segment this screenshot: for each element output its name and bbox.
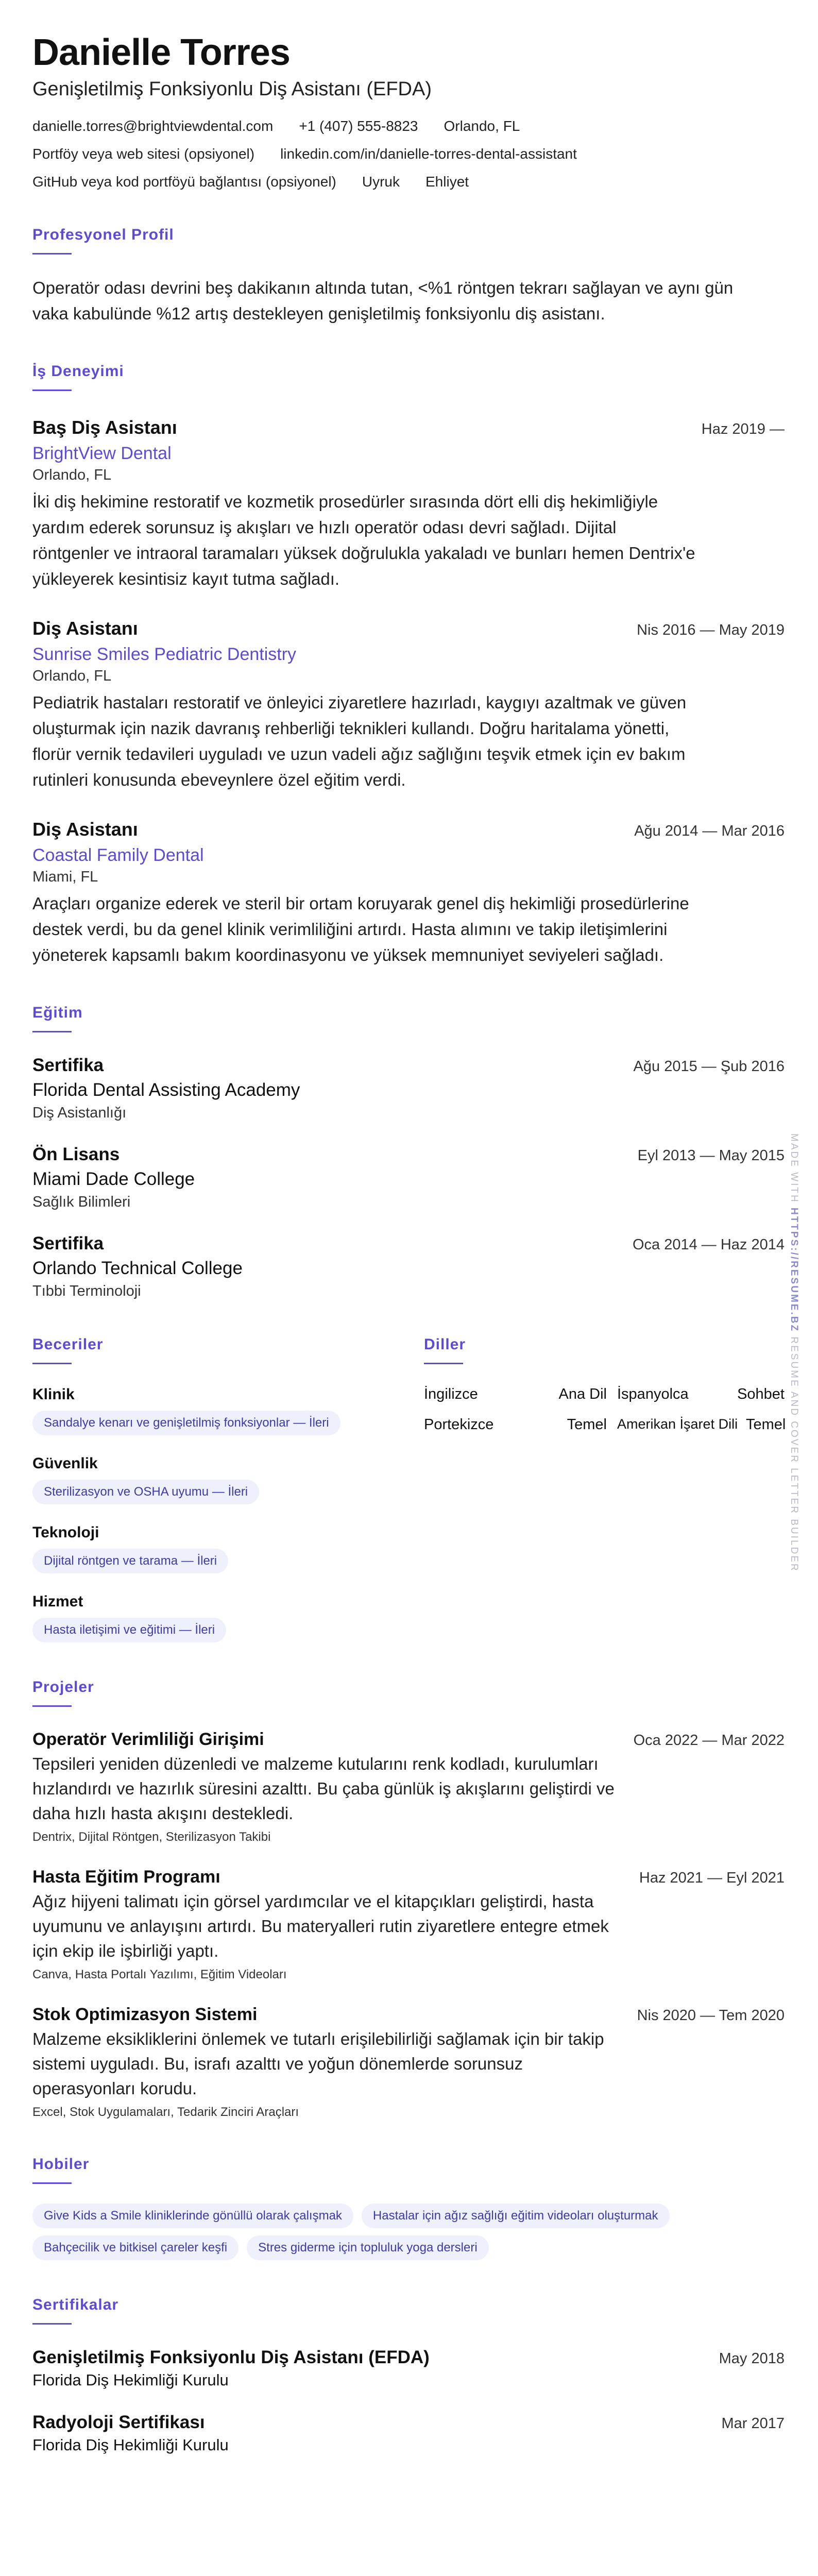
- hobby-chip: Give Kids a Smile kliniklerinde gönüllü olarak çalışmak: [32, 2204, 353, 2228]
- language-level: Sohbet: [737, 1386, 785, 1402]
- skill-group: [32, 1455, 424, 1504]
- certification-name: Radyoloji Sertifikası: [32, 2412, 205, 2432]
- section-divider: [32, 1363, 72, 1364]
- job-entry: [32, 618, 785, 793]
- summary-text: Operatör odası devrini beş dakikanın altında tutan, <%1 röntgen tekrarı sağlayan ve aynı gün vaka kabulünde %12 artış destekleyen genişletilmiş fonksiyonlu diş asistanı.: [32, 278, 734, 323]
- section-divider: [424, 1363, 463, 1364]
- contact-row-3: [32, 174, 785, 190]
- skill-group-name: Güvenlik: [32, 1455, 98, 1472]
- certification-name: Genişletilmiş Fonksiyonlu Diş Asistanı (EFDA): [32, 2347, 430, 2367]
- job-company: BrightView Dental: [32, 444, 172, 463]
- project-tech: Excel, Stok Uygulamaları, Tedarik Zinciri Araçları: [32, 2105, 299, 2119]
- language-row: [424, 1416, 785, 1433]
- watermark-link[interactable]: HTTPS://RESUME.BZ: [789, 1208, 799, 1333]
- education-dates: Ağu 2015 — Şub 2016: [633, 1058, 785, 1075]
- job-company: Sunrise Smiles Pediatric Dentistry: [32, 645, 297, 664]
- skill-group-name: Klinik: [32, 1386, 75, 1403]
- project-title: Operatör Verimliliği Girişimi: [32, 1730, 264, 1749]
- job-description: İki diş hekimine restoratif ve kozmetik prosedürler sırasında dört elli diş hekimliğiyle yardım ederek sorunsuz iş akışları ve hızlı operatör odası devri sağladı. Dijital röntgenler ve intraoral taramaları yüksek doğrulukla yakaladı ve bunları hemen Dentrix'e yükleyerek kesintisiz kayıt tutma sağladı.: [32, 492, 695, 588]
- project-tech: Dentrix, Dijital Röntgen, Sterilizasyon Takibi: [32, 1830, 271, 1844]
- job-title: Baş Diş Asistanı: [32, 417, 177, 438]
- education-entry: [32, 1055, 785, 1122]
- candidate-title: Genişletilmiş Fonksiyonlu Diş Asistanı (EFDA): [32, 78, 432, 100]
- languages-table: [424, 1386, 785, 1433]
- contact-phone[interactable]: +1 (407) 555-8823: [299, 118, 418, 134]
- education-degree: Sertifika: [32, 1055, 104, 1075]
- resume-page: [32, 31, 785, 2454]
- contact-nationality: Uyruk: [362, 174, 400, 190]
- certification-date: May 2018: [719, 2350, 785, 2367]
- section-title-summary: Profesyonel Profil: [32, 226, 174, 243]
- job-entry: [32, 417, 785, 592]
- certification-issuer: Florida Diş Hekimliği Kurulu: [32, 2436, 229, 2454]
- job-location: Miami, FL: [32, 869, 98, 885]
- hobby-chip: Stres giderme için topluluk yoga dersleri: [247, 2235, 489, 2260]
- job-dates: Haz 2019 —: [701, 421, 785, 437]
- section-divider: [32, 1705, 72, 1707]
- job-description: Araçları organize ederek ve steril bir ortam koruyarak genel diş hekimliği prosedürlerine destek verdi, bu da genel klinik verimliliğini artırdı. Hasta alımını ve takip iletişimlerini yöneterek kapsamlı bakım koordinasyonu ve yüksek memnuniyet seviyeleri sağladı.: [32, 894, 689, 964]
- watermark-suffix: RESUME AND COVER LETTER BUILDER: [789, 1336, 799, 1572]
- language-level: Ana Dil: [558, 1386, 607, 1402]
- education-degree: Ön Lisans: [32, 1144, 120, 1164]
- section-title-projects: Projeler: [32, 1679, 94, 1696]
- builder-watermark: [788, 1133, 799, 1572]
- section-title-education: Eğitim: [32, 1004, 83, 1021]
- job-location: Orlando, FL: [32, 467, 112, 483]
- language-name: İspanyolca: [617, 1386, 689, 1402]
- project-dates: Nis 2020 — Tem 2020: [637, 2007, 785, 2024]
- education-degree: Sertifika: [32, 1233, 104, 1253]
- education-field: Sağlık Bilimleri: [32, 1194, 131, 1210]
- skill-group: [32, 1593, 424, 1642]
- job-company: Coastal Family Dental: [32, 845, 204, 865]
- contact-github[interactable]: GitHub veya kod portföyü bağlantısı (opsiyonel): [32, 174, 336, 190]
- skill-group: [32, 1524, 424, 1573]
- section-divider: [32, 1031, 72, 1032]
- job-title: Diş Asistanı: [32, 618, 138, 639]
- project-tech: Canva, Hasta Portalı Yazılımı, Eğitim Videoları: [32, 1968, 287, 1981]
- project-description: Malzeme eksikliklerini önlemek ve tutarlı erişilebilirliği sağlamak için bir takip sistemi uyguladı. Bu, israfı azalttı ve yoğun dönemlerde sorunsuz operasyonları korudu.: [32, 2029, 604, 2098]
- education-school: Orlando Technical College: [32, 1258, 243, 1278]
- summary-section: [32, 226, 785, 327]
- certification-entry: [32, 2412, 785, 2454]
- watermark-prefix: MADE WITH: [789, 1133, 799, 1204]
- section-divider: [32, 389, 72, 391]
- project-description: Tepsileri yeniden düzenledi ve malzeme kutularını renk kodladı, kurulumları hızlandırdı ve hazırlık süresini azalttı. Bu çaba günlük iş akışlarını geliştirdi ve daha hızlı hasta akışını destekledi.: [32, 1754, 615, 1823]
- certification-date: Mar 2017: [721, 2415, 785, 2432]
- education-entry: [32, 1233, 785, 1300]
- certification-entry: [32, 2347, 785, 2389]
- skill-chip: Sandalye kenarı ve genişletilmiş fonksiyonlar — İleri: [32, 1411, 340, 1435]
- section-divider: [32, 2323, 72, 2325]
- section-title-experience: İş Deneyimi: [32, 363, 124, 380]
- project-entry: [32, 1730, 785, 1844]
- skill-chip: Hasta iletişimi ve eğitimi — İleri: [32, 1618, 226, 1642]
- project-dates: Oca 2022 — Mar 2022: [633, 1732, 785, 1749]
- skills-section: [32, 1336, 424, 1642]
- skills-languages-block: [32, 1336, 785, 1642]
- language-name: İngilizce: [424, 1386, 478, 1402]
- hobbies-list: [32, 2204, 733, 2260]
- section-title-languages: Diller: [424, 1336, 466, 1353]
- project-entry: [32, 2005, 785, 2120]
- education-field: Diş Asistanlığı: [32, 1105, 127, 1121]
- languages-section: [424, 1336, 785, 1642]
- education-dates: Eyl 2013 — May 2015: [637, 1147, 785, 1164]
- language-row: [424, 1386, 785, 1403]
- section-title-certifications: Sertifikalar: [32, 2296, 119, 2313]
- language-level: Temel: [567, 1416, 607, 1433]
- language-level: Temel: [746, 1416, 786, 1433]
- contact-row-2: [32, 146, 785, 162]
- contact-email[interactable]: danielle.torres@brightviewdental.com: [32, 118, 274, 134]
- skill-chip: Sterilizasyon ve OSHA uyumu — İleri: [32, 1480, 259, 1504]
- project-entry: [32, 1867, 785, 1982]
- hobby-chip: Bahçecilik ve bitkisel çareler keşfi: [32, 2235, 238, 2260]
- education-dates: Oca 2014 — Haz 2014: [632, 1236, 785, 1253]
- job-description: Pediatrik hastaları restoratif ve önleyici ziyaretlere hazırladı, kaygıyı azaltmak ve güven oluşturmak için nazik davranış rehberliği teknikleri kullandı. Doğru haritalama yönetti, florür vernik tedavileri uyguladı ve uzun vadeli ağız sağlığını teşvik etmek için ev bakım rutinleri konusunda ebeveynlere özel eğitim verdi.: [32, 693, 687, 789]
- section-title-hobbies: Hobiler: [32, 2156, 90, 2173]
- contact-portfolio[interactable]: Portföy veya web sitesi (opsiyonel): [32, 146, 255, 162]
- hobby-chip: Hastalar için ağız sağlığı eğitim videoları oluşturmak: [362, 2204, 670, 2228]
- skill-group-name: Hizmet: [32, 1593, 83, 1610]
- projects-section: [32, 1679, 785, 2120]
- job-entry: [32, 819, 785, 968]
- language-name: Portekizce: [424, 1416, 494, 1433]
- skill-group-name: Teknoloji: [32, 1524, 99, 1541]
- project-description: Ağız hijyeni talimatı için görsel yardımcılar ve el kitapçıkları geliştirdi, hasta uyumunu ve anlayışını artırdı. Bu materyalleri rutin ziyaretlere entegre etmek için ekip ile işbirliği yaptı.: [32, 1892, 609, 1960]
- experience-section: [32, 363, 785, 968]
- project-title: Hasta Eğitim Programı: [32, 1867, 220, 1887]
- candidate-name: Danielle Torres: [32, 32, 290, 73]
- project-title: Stok Optimizasyon Sistemi: [32, 2005, 258, 2024]
- education-entry: [32, 1144, 785, 1211]
- project-dates: Haz 2021 — Eyl 2021: [639, 1870, 785, 1886]
- section-title-skills: Beceriler: [32, 1336, 104, 1353]
- skill-group: [32, 1386, 424, 1435]
- contact-location: Orlando, FL: [444, 118, 520, 134]
- certifications-section: [32, 2296, 785, 2454]
- job-dates: Nis 2016 — May 2019: [637, 622, 785, 638]
- education-school: Miami Dade College: [32, 1169, 195, 1189]
- job-dates: Ağu 2014 — Mar 2016: [634, 823, 785, 839]
- contact-linkedin[interactable]: linkedin.com/in/danielle-torres-dental-assistant: [280, 146, 577, 162]
- education-section: [32, 1004, 785, 1300]
- language-name: Amerikan İşaret Dili: [617, 1416, 738, 1432]
- section-divider: [32, 253, 72, 255]
- contact-row-1: [32, 118, 785, 134]
- skill-chip: Dijital röntgen ve tarama — İleri: [32, 1549, 228, 1573]
- hobbies-section: [32, 2156, 785, 2260]
- job-title: Diş Asistanı: [32, 819, 138, 840]
- education-school: Florida Dental Assisting Academy: [32, 1080, 300, 1100]
- contact-license: Ehliyet: [425, 174, 469, 190]
- education-field: Tıbbi Terminoloji: [32, 1283, 141, 1299]
- section-divider: [32, 2182, 72, 2184]
- job-location: Orlando, FL: [32, 668, 112, 684]
- certification-issuer: Florida Diş Hekimliği Kurulu: [32, 2371, 229, 2389]
